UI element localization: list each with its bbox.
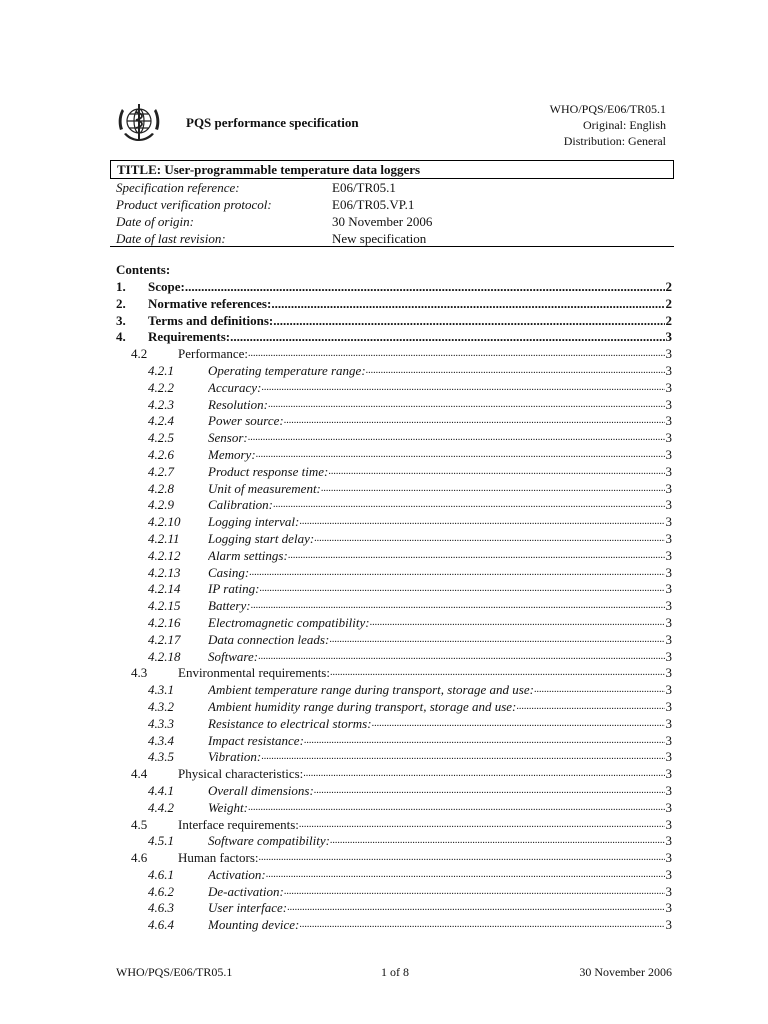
toc-entry[interactable]: [0, 329, 768, 346]
toc-entry-page: 3: [665, 581, 672, 597]
toc-entry[interactable]: [0, 733, 768, 750]
toc-entry-page: 3: [665, 698, 672, 714]
toc-entry-number: 1.: [116, 279, 126, 294]
toc-entry[interactable]: [0, 632, 768, 649]
toc-entry-number: 2.: [116, 295, 126, 311]
table-of-contents: [0, 279, 768, 934]
toc-entry-page: 3: [665, 514, 672, 530]
toc-entry-label: User interface:: [208, 900, 288, 916]
toc-entry[interactable]: [0, 313, 768, 330]
distribution: Distribution: General: [563, 134, 666, 148]
toc-entry-line: [178, 817, 672, 834]
toc-dot-leader: [328, 464, 664, 481]
footer-page-number: 1 of 8: [381, 965, 409, 979]
toc-entry-line: [208, 733, 672, 750]
toc-dot-leader: [251, 598, 665, 615]
toc-dot-leader: [329, 632, 664, 649]
toc-entry-page: 3: [665, 732, 672, 748]
document-reference-block: [550, 101, 666, 149]
toc-entry-page: 3: [665, 631, 672, 647]
toc-entry-page: 3: [665, 329, 672, 345]
toc-entry[interactable]: [0, 413, 768, 430]
toc-entry-number: 4.2: [131, 346, 148, 362]
toc-entry-number: 4.2.18: [148, 648, 181, 664]
toc-dot-leader: [299, 917, 664, 934]
toc-entry-number: 4.2.7: [148, 463, 174, 479]
toc-dot-leader: [259, 850, 665, 867]
toc-entry-label: Resolution:: [208, 396, 268, 412]
toc-entry-number: 4.5: [131, 816, 148, 832]
toc-entry-number: 4.5.1: [148, 833, 174, 849]
toc-dot-leader: [273, 313, 664, 330]
toc-entry-label: Power source:: [208, 413, 284, 429]
toc-entry-line: [208, 514, 672, 531]
toc-entry-page: 3: [665, 446, 672, 462]
toc-dot-leader: [287, 900, 664, 917]
toc-entry-line: [148, 296, 672, 313]
toc-dot-leader: [534, 682, 665, 699]
toc-dot-leader: [366, 363, 665, 380]
toc-entry-number: 4.6: [131, 850, 148, 866]
toc-entry[interactable]: [0, 363, 768, 380]
toc-entry-number: 4.2.15: [148, 598, 181, 614]
toc-entry-label: Logging interval:: [208, 514, 300, 530]
toc-entry-label: Requirements:: [148, 329, 231, 345]
toc-dot-leader: [248, 430, 665, 447]
toc-entry-page: 3: [665, 463, 672, 479]
toc-entry[interactable]: [0, 497, 768, 514]
toc-entry-line: [208, 867, 672, 884]
toc-entry[interactable]: [0, 598, 768, 615]
toc-entry[interactable]: [0, 716, 768, 733]
toc-entry[interactable]: [0, 749, 768, 766]
toc-entry-label: Normative references:: [148, 295, 272, 311]
toc-entry-label: Battery:: [208, 598, 251, 614]
toc-entry-page: 3: [665, 883, 672, 899]
toc-entry[interactable]: [0, 397, 768, 414]
footer-date: 30 November 2006: [579, 965, 672, 979]
toc-entry[interactable]: [0, 917, 768, 934]
toc-entry[interactable]: [0, 430, 768, 447]
toc-entry-number: 4.2.17: [148, 631, 181, 647]
toc-entry[interactable]: [0, 346, 768, 363]
toc-entry-number: 4.3.1: [148, 682, 174, 698]
toc-entry-label: Unit of measurement:: [208, 480, 321, 496]
toc-dot-leader: [516, 699, 664, 716]
toc-entry-page: 3: [665, 497, 672, 513]
toc-dot-leader: [266, 867, 665, 884]
toc-dot-leader: [299, 514, 664, 531]
toc-entry-line: [208, 699, 672, 716]
toc-entry-label: Sensor:: [208, 430, 248, 446]
toc-entry-page: 3: [665, 396, 672, 412]
toc-entry-label: Operating temperature range:: [208, 362, 366, 378]
toc-entry[interactable]: [0, 481, 768, 498]
document-code: WHO/PQS/E06/TR05.1: [549, 102, 666, 116]
toc-entry[interactable]: [0, 581, 768, 598]
toc-entry-label: Vibration:: [208, 749, 262, 765]
toc-entry-page: 3: [665, 682, 672, 698]
toc-entry[interactable]: [0, 296, 768, 313]
toc-entry-label: Software:: [208, 648, 259, 664]
toc-entry-line: [208, 615, 672, 632]
toc-entry-number: 3.: [116, 312, 126, 328]
toc-entry-label: Logging start delay:: [208, 530, 315, 546]
metadata-row: [110, 196, 674, 213]
toc-entry[interactable]: [0, 850, 768, 867]
toc-entry-page: 3: [665, 547, 672, 563]
metadata-value: E06/TR05.VP.1: [332, 197, 415, 212]
toc-entry-number: 4.2.14: [148, 581, 181, 597]
toc-entry-line: [178, 665, 672, 682]
toc-entry-label: Alarm settings:: [208, 547, 288, 563]
specification-title: TITLE: User-programmable temperature data loggers: [117, 162, 421, 177]
toc-dot-leader: [299, 817, 665, 834]
toc-dot-leader: [230, 329, 664, 346]
toc-entry-page: 2: [665, 295, 672, 311]
original-language: Original: English: [583, 118, 666, 132]
toc-entry-page: 3: [665, 379, 672, 395]
toc-entry-label: Activation:: [208, 866, 266, 882]
toc-entry-page: 3: [665, 833, 672, 849]
toc-entry-line: [208, 632, 672, 649]
toc-dot-leader: [321, 481, 665, 498]
toc-dot-leader: [185, 279, 665, 296]
toc-dot-leader: [261, 749, 664, 766]
toc-entry-line: [208, 598, 672, 615]
toc-entry[interactable]: [0, 665, 768, 682]
toc-entry-number: 4.3.3: [148, 715, 174, 731]
toc-entry[interactable]: [0, 766, 768, 783]
toc-entry-page: 3: [665, 715, 672, 731]
toc-entry-label: Mounting device:: [208, 917, 300, 933]
toc-entry-label: IP rating:: [208, 581, 260, 597]
toc-entry-number: 4.2.9: [148, 497, 174, 513]
toc-entry[interactable]: [0, 884, 768, 901]
toc-entry-number: 4.3: [131, 665, 148, 681]
toc-dot-leader: [303, 766, 664, 783]
toc-entry[interactable]: [0, 833, 768, 850]
toc-dot-leader: [273, 497, 664, 514]
toc-entry[interactable]: [0, 548, 768, 565]
metadata-row: [110, 213, 674, 230]
toc-entry-number: 4.3.4: [148, 732, 174, 748]
toc-dot-leader: [258, 649, 664, 666]
toc-entry-page: 3: [665, 782, 672, 798]
title-box: [110, 160, 674, 179]
toc-entry-line: [148, 329, 672, 346]
toc-entry[interactable]: [0, 447, 768, 464]
toc-entry-number: 4.6.4: [148, 917, 174, 933]
toc-entry-page: 3: [665, 598, 672, 614]
metadata-key: Date of origin:: [116, 214, 194, 229]
toc-entry-page: 3: [665, 766, 672, 782]
toc-entry-number: 4.2.4: [148, 413, 174, 429]
toc-entry-label: Impact resistance:: [208, 732, 304, 748]
toc-entry[interactable]: [0, 783, 768, 800]
toc-entry-line: [208, 884, 672, 901]
metadata-key: Product verification protocol:: [116, 197, 272, 212]
toc-entry[interactable]: [0, 867, 768, 884]
toc-entry-line: [208, 380, 672, 397]
metadata-divider: [110, 246, 674, 247]
toc-entry-label: Interface requirements:: [178, 816, 299, 832]
toc-dot-leader: [271, 296, 664, 313]
metadata-row: [110, 230, 674, 247]
toc-entry-line: [178, 850, 672, 867]
toc-entry-label: Memory:: [208, 446, 256, 462]
toc-entry[interactable]: [0, 565, 768, 582]
toc-entry-line: [208, 397, 672, 414]
toc-entry-number: 4.3.2: [148, 698, 174, 714]
toc-dot-leader: [268, 397, 665, 414]
toc-dot-leader: [248, 346, 664, 363]
toc-entry[interactable]: [0, 514, 768, 531]
who-emblem-logo: [114, 100, 164, 146]
toc-entry-line: [208, 716, 672, 733]
toc-entry-line: [208, 783, 672, 800]
toc-entry-number: 4.4.1: [148, 782, 174, 798]
toc-entry-number: 4.2.16: [148, 614, 181, 630]
toc-entry-line: [208, 548, 672, 565]
toc-entry-label: Scope:: [148, 279, 185, 294]
toc-entry[interactable]: [0, 900, 768, 917]
toc-entry-label: Casing:: [208, 564, 250, 580]
metadata-row: [110, 179, 674, 196]
toc-entry[interactable]: [0, 531, 768, 548]
toc-entry-line: [178, 346, 672, 363]
metadata-key: Specification reference:: [116, 180, 240, 195]
toc-entry-number: 4.6.2: [148, 883, 174, 899]
toc-entry-number: 4.2.10: [148, 514, 181, 530]
toc-entry-number: 4.2.1: [148, 362, 174, 378]
toc-dot-leader: [259, 581, 664, 598]
toc-dot-leader: [284, 884, 665, 901]
toc-entry-label: Weight:: [208, 799, 248, 815]
toc-entry-line: [208, 682, 672, 699]
toc-entry-page: 2: [665, 279, 672, 294]
document-type-title: PQS performance specification: [186, 115, 359, 130]
toc-entry[interactable]: [0, 817, 768, 834]
toc-entry-page: 3: [665, 614, 672, 630]
toc-entry-page: 3: [665, 564, 672, 580]
toc-entry-page: 3: [665, 665, 672, 681]
toc-entry-line: [208, 800, 672, 817]
toc-entry[interactable]: [0, 615, 768, 632]
toc-entry-number: 4.2.12: [148, 547, 181, 563]
toc-entry-number: 4.: [116, 329, 126, 345]
toc-entry-page: 3: [665, 850, 672, 866]
toc-entry-page: 2: [665, 312, 672, 328]
toc-entry-line: [208, 430, 672, 447]
toc-entry-line: [208, 481, 672, 498]
toc-entry-label: Physical characteristics:: [178, 766, 304, 782]
toc-dot-leader: [256, 447, 665, 464]
toc-entry-page: 3: [665, 749, 672, 765]
toc-entry-label: Data connection leads:: [208, 631, 330, 647]
toc-entry-label: De-activation:: [208, 883, 284, 899]
toc-entry-label: Resistance to electrical storms:: [208, 715, 372, 731]
contents-heading: Contents:: [116, 262, 171, 277]
toc-entry-line: [208, 464, 672, 481]
toc-dot-leader: [370, 615, 665, 632]
metadata-value: 30 November 2006: [332, 214, 433, 229]
toc-dot-leader: [314, 531, 664, 548]
toc-entry-label: Overall dimensions:: [208, 782, 314, 798]
toc-entry-page: 3: [665, 648, 672, 664]
toc-dot-leader: [304, 733, 665, 750]
toc-entry-page: 3: [665, 346, 672, 362]
toc-entry[interactable]: [0, 649, 768, 666]
toc-entry-page: 3: [665, 900, 672, 916]
metadata-key: Date of last revision:: [116, 231, 226, 246]
toc-entry-label: Environmental requirements:: [178, 665, 330, 681]
toc-dot-leader: [330, 833, 665, 850]
toc-entry-line: [148, 279, 672, 296]
toc-entry-label: Ambient temperature range during transport, storage and use:: [208, 682, 534, 698]
toc-dot-leader: [330, 665, 665, 682]
toc-entry[interactable]: [0, 279, 768, 296]
toc-entry[interactable]: [0, 380, 768, 397]
toc-dot-leader: [249, 565, 664, 582]
toc-entry-line: [148, 313, 672, 330]
toc-entry-label: Terms and definitions:: [148, 312, 274, 328]
toc-entry-number: 4.3.5: [148, 749, 174, 765]
toc-entry-number: 4.4.2: [148, 799, 174, 815]
toc-entry-label: Software compatibility:: [208, 833, 330, 849]
toc-entry-number: 4.4: [131, 766, 148, 782]
toc-entry-number: 4.2.5: [148, 430, 174, 446]
toc-entry-label: Calibration:: [208, 497, 274, 513]
toc-entry[interactable]: [0, 800, 768, 817]
footer-document-code: WHO/PQS/E06/TR05.1: [116, 965, 233, 979]
toc-entry-page: 3: [665, 362, 672, 378]
toc-dot-leader: [372, 716, 665, 733]
metadata-value: E06/TR05.1: [332, 180, 396, 195]
toc-entry-label: Performance:: [178, 346, 249, 362]
toc-entry-line: [208, 749, 672, 766]
toc-entry-line: [208, 581, 672, 598]
toc-entry-line: [208, 565, 672, 582]
toc-entry-line: [208, 531, 672, 548]
toc-dot-leader: [288, 548, 665, 565]
toc-entry-line: [208, 917, 672, 934]
toc-entry-number: 4.2.3: [148, 396, 174, 412]
toc-dot-leader: [314, 783, 665, 800]
specification-metadata: [110, 179, 674, 247]
toc-dot-leader: [248, 800, 665, 817]
toc-entry-number: 4.2.2: [148, 379, 174, 395]
toc-entry-page: 3: [665, 480, 672, 496]
toc-entry-line: [208, 447, 672, 464]
toc-entry-page: 3: [665, 530, 672, 546]
toc-entry-line: [208, 649, 672, 666]
toc-entry-page: 3: [665, 866, 672, 882]
toc-entry-line: [208, 413, 672, 430]
toc-entry-number: 4.2.6: [148, 446, 174, 462]
metadata-value: New specification: [332, 231, 427, 246]
toc-entry-label: Human factors:: [178, 850, 259, 866]
toc-entry[interactable]: [0, 699, 768, 716]
toc-entry-line: [208, 833, 672, 850]
toc-entry-label: Electromagnetic compatibility:: [208, 614, 370, 630]
toc-entry-label: Ambient humidity range during transport, storage and use:: [208, 698, 517, 714]
toc-entry-line: [208, 497, 672, 514]
toc-entry-page: 3: [665, 430, 672, 446]
toc-entry-page: 3: [665, 917, 672, 933]
toc-entry-number: 4.2.8: [148, 480, 174, 496]
toc-dot-leader: [284, 413, 665, 430]
toc-entry-label: Product response time:: [208, 463, 329, 479]
toc-entry-line: [178, 766, 672, 783]
toc-dot-leader: [261, 380, 664, 397]
toc-entry-label: Accuracy:: [208, 379, 262, 395]
toc-entry-line: [208, 900, 672, 917]
toc-entry-number: 4.6.1: [148, 866, 174, 882]
toc-entry-line: [208, 363, 672, 380]
toc-entry[interactable]: [0, 464, 768, 481]
toc-entry-page: 3: [665, 413, 672, 429]
toc-entry-number: 4.2.11: [148, 530, 180, 546]
toc-entry-page: 3: [665, 816, 672, 832]
toc-entry-number: 4.2.13: [148, 564, 181, 580]
toc-entry-number: 4.6.3: [148, 900, 174, 916]
toc-entry-page: 3: [665, 799, 672, 815]
toc-entry[interactable]: [0, 682, 768, 699]
